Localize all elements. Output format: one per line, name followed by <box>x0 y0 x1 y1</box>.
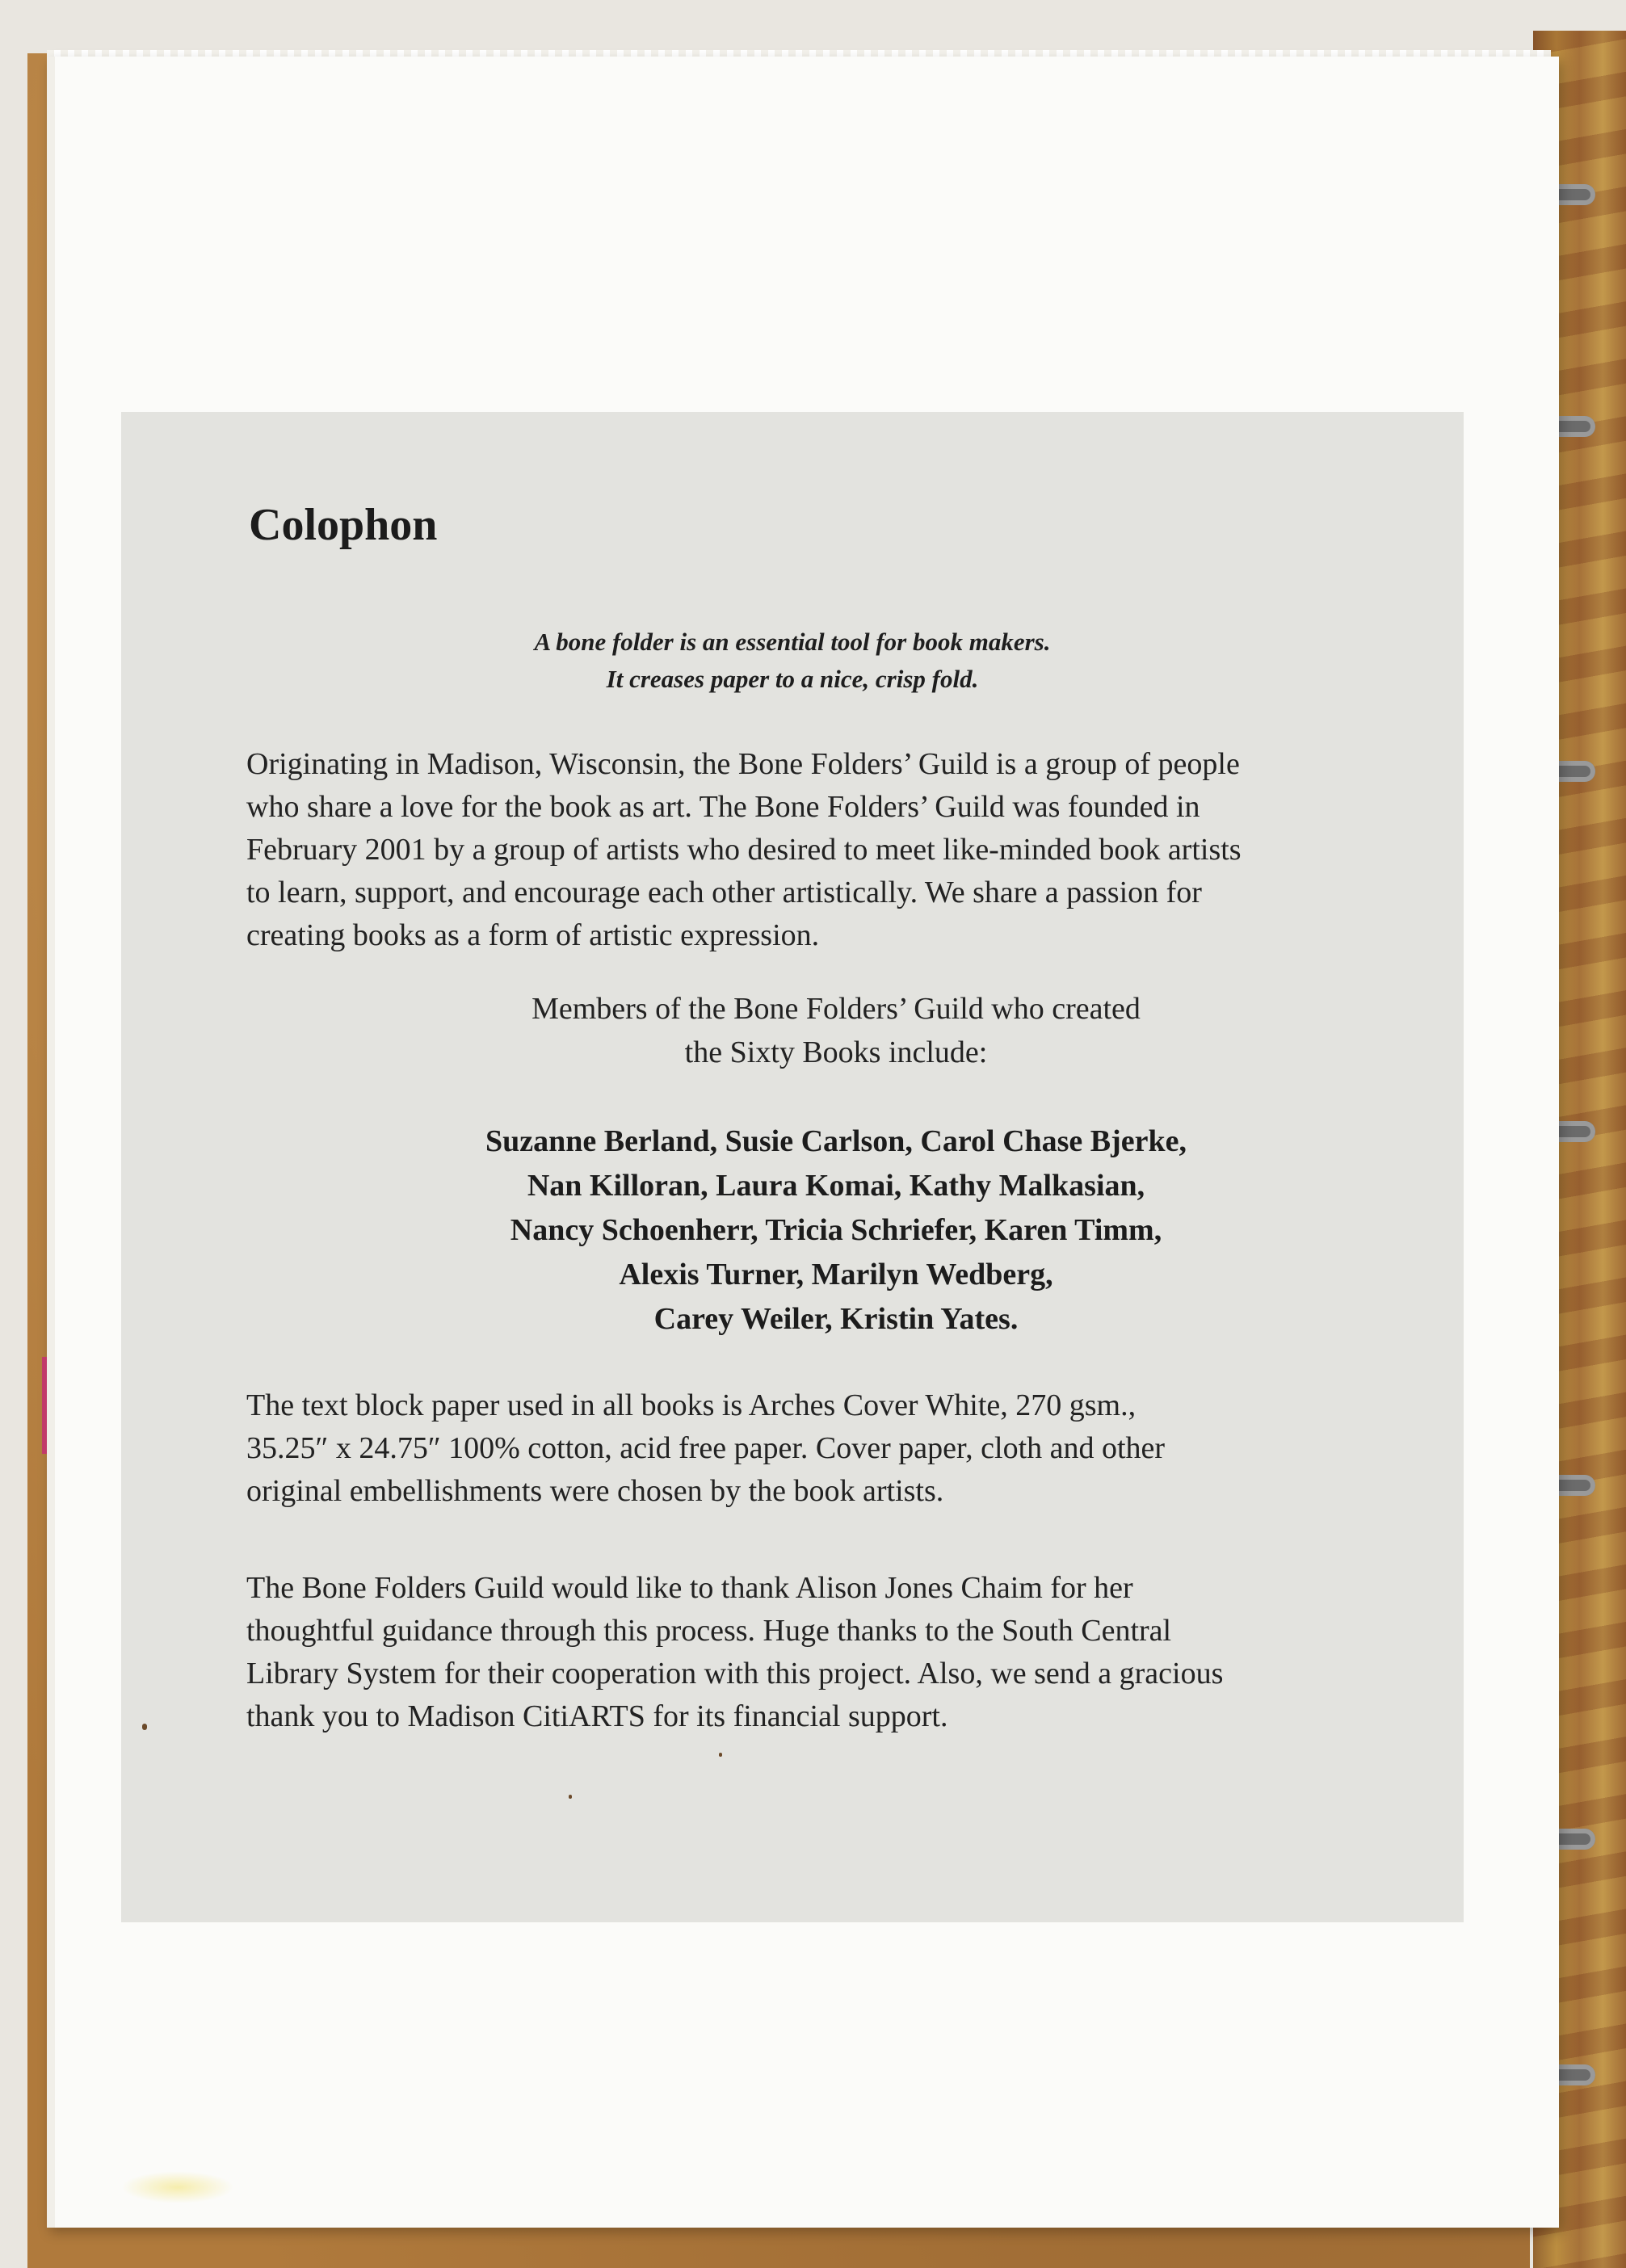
member-names-line: Carey Weiler, Kristin Yates. <box>653 1302 1019 1336</box>
page-edge-mark <box>42 1357 47 1454</box>
paragraph-line: to learn, support, and encourage each other artistically. We share a passion for <box>246 876 1202 909</box>
epigraph-line: A bone folder is an essential tool for book makers. <box>534 628 1051 656</box>
epigraph <box>121 624 1464 698</box>
paper-speck <box>569 1795 572 1799</box>
paper-speck <box>719 1753 722 1757</box>
paper-speck <box>142 1724 147 1730</box>
paragraph-line: original embellishments were chosen by the book artists. <box>246 1474 944 1508</box>
member-names-line: Nancy Schoenherr, Tricia Schriefer, Karen Timm, <box>510 1213 1162 1247</box>
members-intro-line: Members of the Bone Folders’ Guild who created <box>531 992 1141 1026</box>
paragraph-line: February 2001 by a group of artists who desired to meet like-minded book artists <box>246 833 1242 867</box>
paper-stain <box>121 2171 234 2203</box>
member-names-line: Nan Killoran, Laura Komai, Kathy Malkasian, <box>527 1169 1145 1203</box>
members-intro-line: the Sixty Books include: <box>684 1035 988 1069</box>
member-names <box>121 1119 1551 1342</box>
epigraph-line: It creases paper to a nice, crisp fold. <box>606 665 979 693</box>
paragraph-line: Library System for their cooperation with this project. Also, we send a gracious <box>246 1657 1224 1690</box>
paragraph-line: thoughtful guidance through this process. Huge thanks to the South Central <box>246 1614 1172 1648</box>
paragraph-line: creating books as a form of artistic expression. <box>246 918 820 952</box>
paragraph-line: 35.25″ x 24.75″ 100% cotton, acid free paper. Cover paper, cloth and other <box>246 1431 1166 1465</box>
member-names-line: Suzanne Berland, Susie Carlson, Carol Chase Bjerke, <box>485 1124 1187 1158</box>
paragraph-line: The Bone Folders Guild would like to thank Alison Jones Chaim for her <box>246 1571 1133 1605</box>
paragraph-line: The text block paper used in all books is Arches Cover White, 270 gsm., <box>246 1388 1137 1422</box>
members-intro <box>121 987 1551 1074</box>
thanks-paragraph <box>246 1567 1442 1738</box>
paragraph-line: Originating in Madison, Wisconsin, the Bone Folders’ Guild is a group of people <box>246 747 1240 781</box>
intro-paragraph <box>246 743 1442 957</box>
page-title: Colophon <box>249 500 438 550</box>
paper-paragraph <box>246 1384 1442 1513</box>
paragraph-line: who share a love for the book as art. The Bone Folders’ Guild was founded in <box>246 790 1200 824</box>
paragraph-line: thank you to Madison CitiARTS for its financial support. <box>246 1699 948 1733</box>
member-names-line: Alexis Turner, Marilyn Wedberg, <box>619 1258 1053 1292</box>
